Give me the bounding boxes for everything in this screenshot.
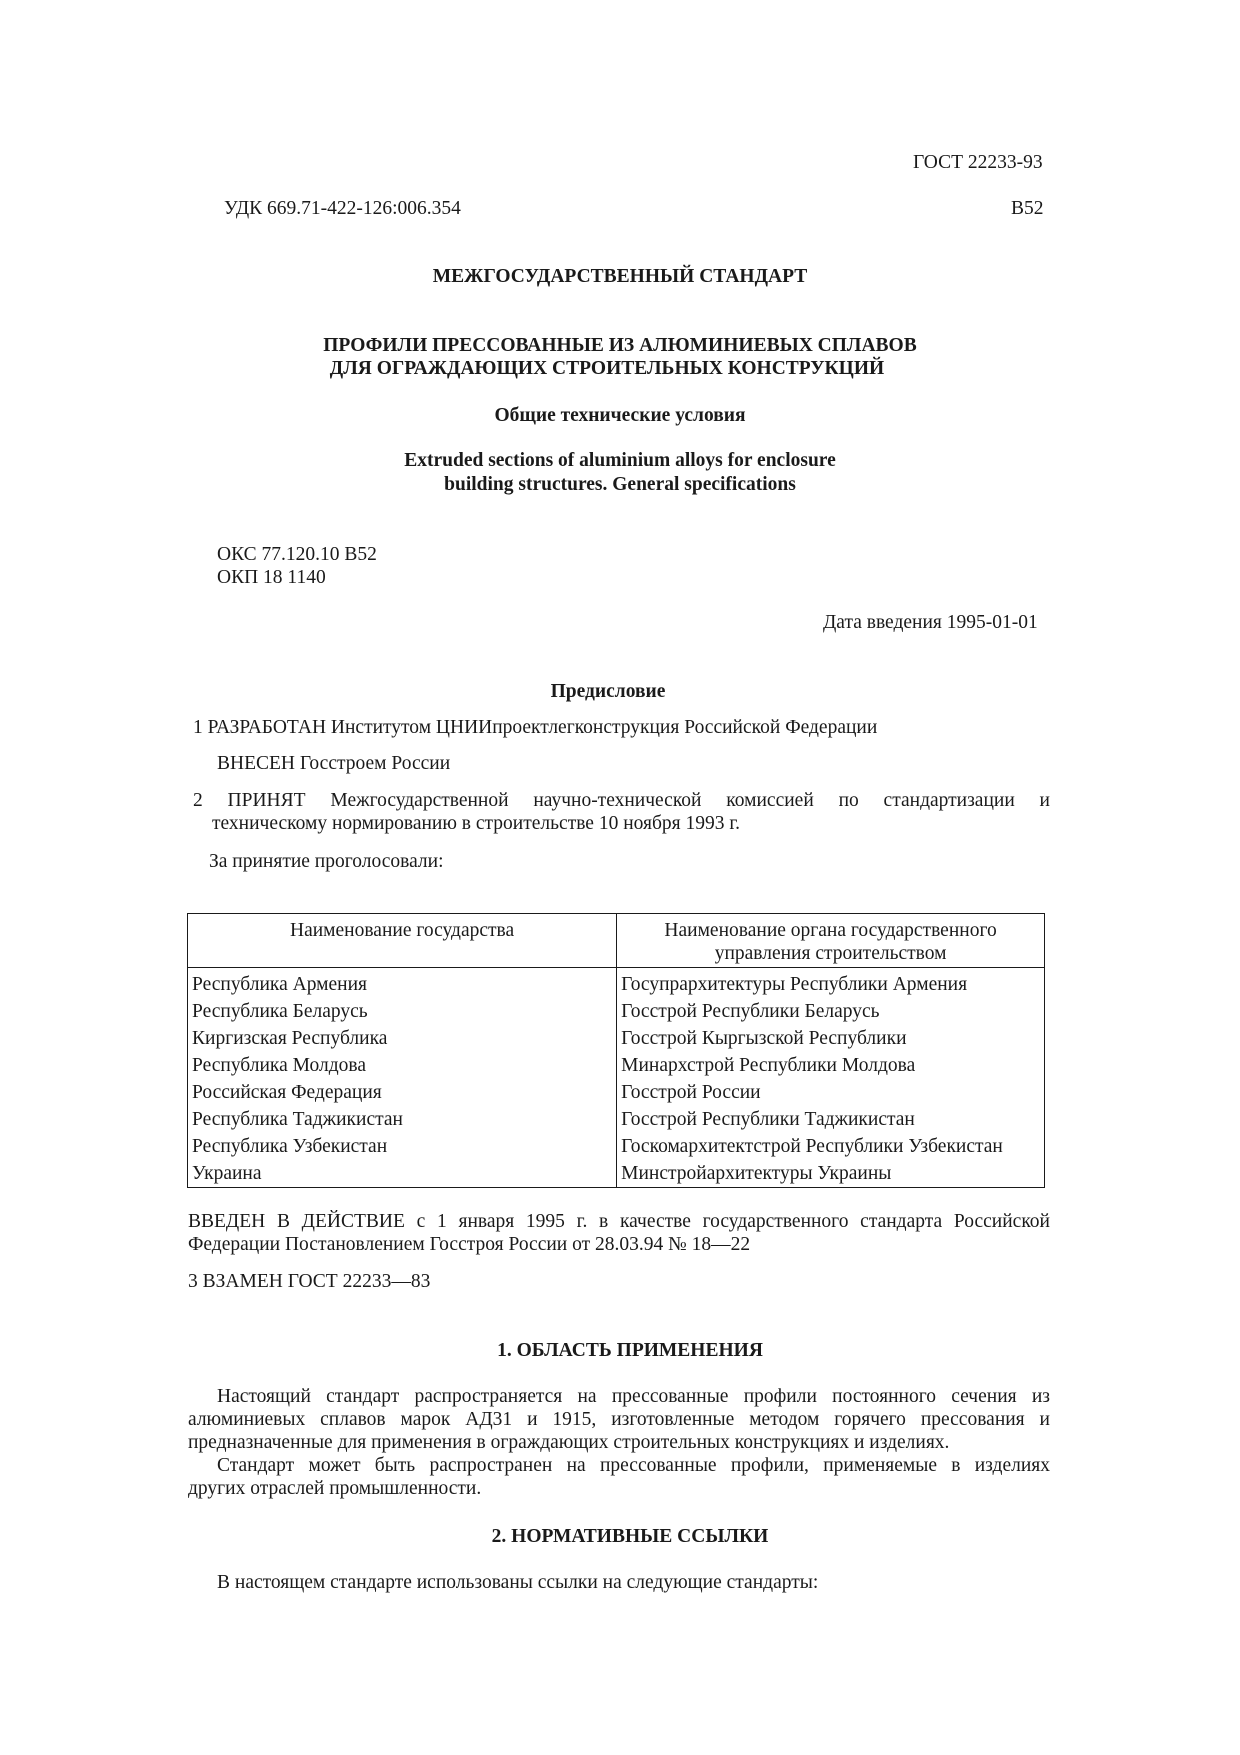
header-authority [617,914,1045,968]
table-header-row [188,914,1045,968]
english-title-line1: Extruded sections of aluminium alloys for enclosure [404,450,836,471]
table-cell-authority: Госстрой России [617,1079,1045,1106]
table-cell-authority: Госстрой Республики Беларусь [617,998,1045,1025]
enacted-line2: Федерации Постановлением Госстроя России от 28.03.94 № 18—22 [188,1234,751,1255]
foreword-item-1: 1 РАЗРАБОТАН Институтом ЦНИИпроектлегконструкция Российской Федерации [193,717,878,738]
table-cell-authority: Госстрой Республики Таджикистан [617,1106,1045,1133]
table-cell-authority: Минстройархитектуры Украины [617,1160,1045,1188]
table-row [188,968,1045,999]
udk-code: УДК 669.71-422-126:006.354 [224,198,461,219]
table-row [188,1133,1045,1160]
foreword-item-1-note: ВНЕСЕН Госстроем России [217,753,451,774]
group-code: В52 [1011,198,1044,219]
enacted-line1: ВВЕДЕН В ДЕЙСТВИЕ с 1 января 1995 г. в качестве государственного стандарта Российской [188,1211,1050,1232]
table-cell-state: Российская Федерация [188,1079,617,1106]
table-cell-state: Республика Молдова [188,1052,617,1079]
okp-code: ОКП 18 1140 [217,567,326,588]
document-subtitle: Общие технические условия [494,405,746,426]
table-cell-authority: Госстрой Кыргызской Республики [617,1025,1045,1052]
foreword-item-2-line2: техническому нормированию в строительстве 10 ноября 1993 г. [212,813,741,834]
table-cell-state: Республика Беларусь [188,998,617,1025]
table-row [188,998,1045,1025]
table-row [188,1106,1045,1133]
intro-date: Дата введения 1995-01-01 [823,612,1038,633]
header-authority-text: Наименование органа государственного управления строительством [664,920,997,964]
section-2-heading: 2. НОРМАТИВНЫЕ ССЫЛКИ [491,1526,769,1547]
section-1-p1-line2: алюминиевых сплавов марок АД31 и 1915, изготовленные методом горячего прессования и [188,1409,1050,1430]
table-cell-authority: Госкомархитектстрой Республики Узбекистан [617,1133,1045,1160]
section-1-p2-line1: Стандарт может быть распространен на прессованные профили, применяемые в изделиях [217,1455,1050,1476]
section-2-p1: В настоящем стандарте использованы ссылки на следующие стандарты: [217,1572,819,1593]
standard-type: МЕЖГОСУДАРСТВЕННЫЙ СТАНДАРТ [432,266,808,287]
table-cell-state: Республика Узбекистан [188,1133,617,1160]
table-cell-authority: Госупрархитектуры Республики Армения [617,968,1045,999]
table-cell-state: Украина [188,1160,617,1188]
table-cell-state: Киргизская Республика [188,1025,617,1052]
document-title-line1: ПРОФИЛИ ПРЕССОВАННЫЕ ИЗ АЛЮМИНИЕВЫХ СПЛАВОВ [323,335,917,356]
voted-label: За принятие проголосовали: [209,851,444,872]
english-title-line2: building structures. General specifications [444,474,796,495]
foreword-item-2-line1: 2 ПРИНЯТ Межгосударственной научно-технической комиссией по стандартизации и [193,790,1050,811]
header-state: Наименование государства [188,914,617,968]
section-1-p1-line1: Настоящий стандарт распространяется на прессованные профили постоянного сечения из [217,1386,1050,1407]
table-cell-state: Республика Таджикистан [188,1106,617,1133]
document-title-line2: ДЛЯ ОГРАЖДАЮЩИХ СТРОИТЕЛЬНЫХ КОНСТРУКЦИЙ [329,358,885,379]
table-row [188,1052,1045,1079]
section-1-p1-line3: предназначенные для применения в ограждающих строительных конструкциях и изделиях. [188,1432,950,1453]
table-cell-authority: Минархстрой Республики Молдова [617,1052,1045,1079]
table-row [188,1025,1045,1052]
table-row [188,1079,1045,1106]
oks-code: ОКС 77.120.10 В52 [217,544,377,565]
table-row [188,1160,1045,1188]
foreword-heading: Предисловие [550,681,666,702]
gost-code: ГОСТ 22233-93 [913,152,1043,173]
section-1-p2-line2: других отраслей промышленности. [188,1478,482,1499]
section-1-heading: 1. ОБЛАСТЬ ПРИМЕНЕНИЯ [497,1340,763,1361]
table-cell-state: Республика Армения [188,968,617,999]
replaces-note: 3 ВЗАМЕН ГОСТ 22233—83 [188,1271,431,1292]
states-table [187,913,1045,1188]
